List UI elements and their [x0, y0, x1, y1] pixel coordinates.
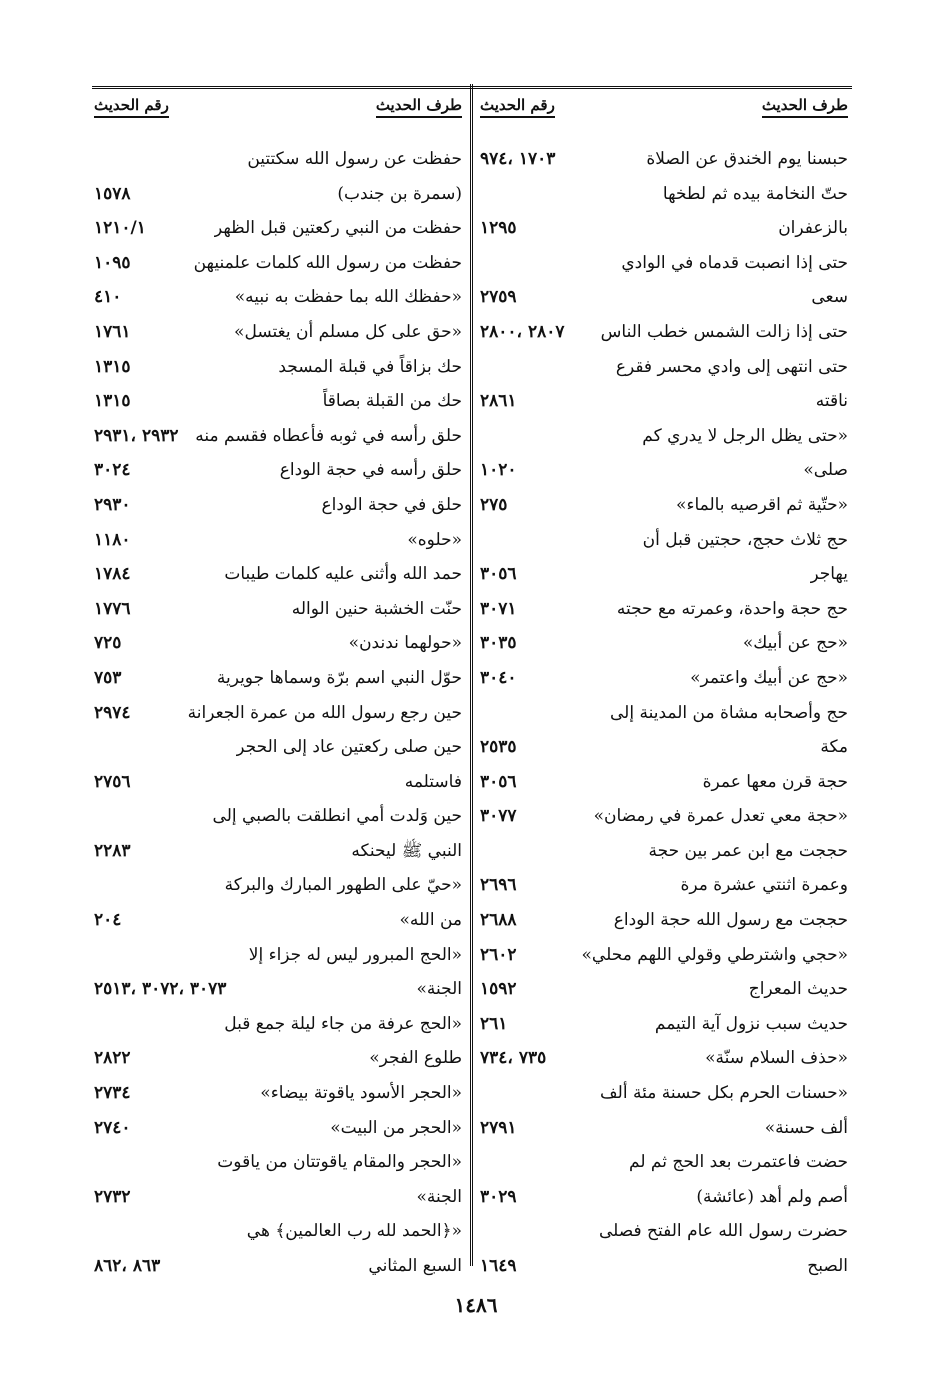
left-column-entries [94, 142, 462, 1284]
hadith-term: حين وَلدت أمي انطلقت بالصبي إلى [212, 806, 462, 827]
hadith-term: «حق على كل مسلم أن يغتسل» [234, 321, 462, 342]
hadith-term: حفظت عن رسول الله سكتتين [247, 149, 462, 169]
hadith-term: صلى» [803, 460, 848, 481]
hadith-term: «حولهما ندندن» [348, 633, 462, 654]
page-number: ١٤٨٦ [454, 1293, 498, 1317]
index-entry-line [480, 592, 848, 627]
index-entry-line [94, 765, 462, 800]
hadith-term: حتى انتهى إلى وادي محسر فقرع [615, 356, 848, 377]
hadith-term: يهاجر [810, 564, 848, 585]
left-column-header [94, 96, 462, 130]
hadith-term: حفظت من رسول الله كلمات علمنيهن [193, 252, 462, 273]
index-entry-line [94, 280, 462, 315]
index-entry-line [94, 696, 462, 731]
hadith-term: «حتى يظل الرجل لا يدري كم [642, 425, 848, 446]
hadith-term: حك بزاقاً في قبلة المسجد [278, 356, 462, 377]
hadith-term: ألف حسنة» [764, 1117, 848, 1138]
index-entry-line [94, 384, 462, 419]
hadith-number: ٢٧٥ [480, 494, 508, 515]
index-entry-line [480, 557, 848, 592]
hadith-term: «حج عن أبيك» [742, 633, 848, 654]
index-entry-line [480, 177, 848, 212]
hadith-number: ٣٠٢٩ [480, 1186, 517, 1207]
hadith-term: حمد الله وأثنى عليه كلمات طيبات [224, 564, 462, 585]
hadith-term: الجنة» [416, 979, 462, 1000]
hadith-term: حضت فاعتمرت بعد الحج ثم لم [629, 1152, 848, 1173]
hadith-number: ٢٩٣٢ ،٢٩٣١ [94, 425, 179, 446]
hadith-term: حبسنا يوم الخندق عن الصلاة [646, 149, 848, 169]
hadith-term: من الله» [399, 910, 462, 931]
hadith-number: ٧٥٣ [94, 667, 122, 688]
hadith-term: النبي ﷺ ليحنكه [351, 840, 462, 861]
index-entry-line [480, 280, 848, 315]
index-entry-line [94, 453, 462, 488]
hadith-term: «حيّ على الطهور المبارك والبركة [224, 875, 462, 896]
hadith-term: حوّل النبي اسم برّة وسماها جويرية [216, 667, 462, 688]
index-entry-line [94, 1249, 462, 1284]
hadith-number: ١٧٠٣ ،٩٧٤ [480, 149, 556, 169]
hadith-number: ٢٨٢٢ [94, 1048, 131, 1069]
hadith-number: ٢٢٨٣ [94, 840, 131, 861]
hadith-term: «حسنات الحرم بكل حسنة مئة ألف [600, 1083, 848, 1104]
hadith-term: «الحجر والمقام ياقوتتان من ياقوت [217, 1152, 462, 1173]
term-header: طرف الحديث [762, 96, 848, 118]
hadith-term: حج وأصحابه مشاة من المدينة إلى [610, 702, 848, 723]
index-entry-line [480, 938, 848, 973]
hadith-term: حلق رأسه في حجة الوداع [279, 460, 462, 481]
index-entry-line [480, 730, 848, 765]
hadith-number: ٣٠٥٦ [480, 771, 517, 792]
index-entry-line [94, 246, 462, 281]
index-entry-line [480, 626, 848, 661]
hadith-number: ١٦٤٩ [480, 1256, 517, 1276]
hadith-number: ١٢١٠/١ [94, 218, 146, 239]
hadith-number: ٢٧٩١ [480, 1117, 517, 1138]
index-entry-line [480, 419, 848, 454]
index-entry-line [94, 938, 462, 973]
index-entry-line [480, 868, 848, 903]
hadith-number: ١٠٩٥ [94, 252, 131, 273]
index-entry-line [480, 315, 848, 350]
index-entry-line [480, 1111, 848, 1146]
index-entry-line [480, 1041, 848, 1076]
hadith-term: «الحج المبرور ليس له جزاء إلا [248, 944, 462, 965]
index-entry-line [94, 1111, 462, 1146]
index-entry-line [480, 350, 848, 385]
index-entry-line [480, 799, 848, 834]
hadith-number: ٤١٠ [94, 287, 122, 308]
index-entry-line [94, 730, 462, 765]
hadith-number: ٣٠٧٣ ،٣٠٧٢ ،٢٥١٣ [94, 979, 227, 1000]
hadith-number: ٢٦١ [480, 1013, 508, 1034]
column-divider [470, 84, 473, 1266]
hadith-number: ٨٦٣ ،٨٦٢ [94, 1256, 161, 1276]
index-entry-line [94, 799, 462, 834]
hadith-number: ١٣١٥ [94, 356, 131, 377]
hadith-number: ١٥٧٨ [94, 183, 131, 204]
right-column-entries [480, 142, 848, 1284]
hadith-term: ناقته [815, 391, 848, 412]
hadith-term: حتى إذا زالت الشمس خطب الناس [600, 321, 848, 342]
hadith-number: ٢٩٣٠ [94, 494, 131, 515]
hadith-term: مكة [820, 737, 848, 758]
index-entry-line [94, 488, 462, 523]
hadith-term: حتّ النخامة بيده ثم لطخها [662, 183, 848, 204]
hadith-term: حج ثلاث حجج، حجتين قبل أن [642, 529, 848, 550]
hadith-term: «حذف السلام سنّة» [705, 1048, 848, 1069]
hadith-term: حك من القبلة بصاقاً [322, 391, 462, 412]
hadith-number: ٢٦٩٦ [480, 875, 517, 896]
hadith-term: حلق في حجة الوداع [321, 494, 462, 515]
hadith-term: «﴿الحمد لله رب العالمين﴾ هي [246, 1221, 462, 1242]
index-entry-line [94, 1076, 462, 1111]
index-entry-line [94, 972, 462, 1007]
index-entry-line [480, 246, 848, 281]
right-column-header [480, 96, 848, 130]
hadith-number: ٣٠٧٧ [480, 806, 517, 827]
index-entry-line [480, 142, 848, 177]
index-entry-line [480, 765, 848, 800]
index-entry-line [94, 350, 462, 385]
hadith-term: حديث المعراج [748, 979, 848, 1000]
hadith-number: ١٧٦١ [94, 321, 131, 342]
index-entry-line [480, 834, 848, 869]
hadith-number: ٢٩٧٤ [94, 702, 131, 723]
hadith-term: «حج عن أبيك واعتمر» [690, 667, 848, 688]
hadith-number: ٣٠٥٦ [480, 564, 517, 585]
hadith-term: حين رجع رسول الله من عمرة الجعرانة [187, 702, 462, 723]
index-entry-line [94, 315, 462, 350]
index-entry-line [480, 523, 848, 558]
index-entry-line [480, 488, 848, 523]
hadith-number: ١٧٨٤ [94, 564, 131, 585]
hadith-term: أصم ولم أهد (عائشة) [696, 1186, 848, 1207]
hadith-term: «حتّية ثم اقرصيه بالماء» [676, 494, 848, 515]
hadith-number: ٢٦٠٢ [480, 944, 517, 965]
index-entry-line [94, 592, 462, 627]
index-entry-line [94, 523, 462, 558]
hadith-term: حفظت من النبي ركعتين قبل الظهر [213, 218, 462, 239]
hadith-number: ٢٦٨٨ [480, 910, 517, 931]
hadith-number: ٢٧٥٦ [94, 771, 131, 792]
hadith-term: «حفظك الله بما حفظت به نبيه» [234, 287, 462, 308]
hadith-number: ١١٨٠ [94, 529, 131, 550]
right-column [480, 96, 848, 1284]
index-entry-line [480, 661, 848, 696]
index-entry-line [94, 1214, 462, 1249]
hadith-term: بالزعفران [778, 218, 848, 239]
index-entry-line [480, 696, 848, 731]
hadith-term: (سمرة بن جندب) [337, 183, 462, 204]
hadith-term: حديث سبب نزول آية التيمم [654, 1013, 848, 1034]
index-entry-line [480, 1145, 848, 1180]
hadith-number: ٣٠٤٠ [480, 667, 517, 688]
index-entry-line [480, 211, 848, 246]
index-entry-line [480, 384, 848, 419]
hadith-number: ٧٢٥ [94, 633, 122, 654]
index-entry-line [94, 1145, 462, 1180]
hadith-number: ١٥٩٢ [480, 979, 517, 1000]
index-entry-line [480, 1180, 848, 1215]
index-entry-line [94, 661, 462, 696]
hadith-term: «حجي واشترطي وقولي اللهم محلي» [581, 944, 848, 965]
hadith-term: حلق رأسه في ثوبه فأعطاه فقسم منه [195, 425, 462, 446]
index-entry-line [480, 1249, 848, 1284]
index-entry-line [94, 1180, 462, 1215]
hadith-number: ٧٣٥ ،٧٣٤ [480, 1048, 547, 1069]
hadith-term: طلوع الفجر» [369, 1048, 462, 1069]
hadith-term: حضرت رسول الله عام الفتح فصلى [598, 1221, 848, 1242]
index-entry-line [94, 177, 462, 212]
index-entry-line [480, 1214, 848, 1249]
hadith-term: «حجة معي تعدل عمرة في رمضان» [593, 806, 848, 827]
hadith-number: ٢٠٤ [94, 910, 122, 931]
hadith-number: ٣٠٢٤ [94, 460, 131, 481]
index-entry-line [94, 419, 462, 454]
number-header: رقم الحديث [94, 96, 169, 118]
hadith-term: «الحجر من البيت» [330, 1117, 462, 1138]
hadith-term: حتى إذا انصبت قدماه في الوادي [621, 252, 848, 273]
hadith-term: «حلوه» [407, 529, 462, 550]
hadith-term: وعمرة اثنتي عشرة مرة [680, 875, 848, 896]
number-header: رقم الحديث [480, 96, 555, 118]
hadith-term: «الحجر الأسود ياقوتة بيضاء» [260, 1083, 462, 1104]
hadith-term: حججت مع رسول الله حجة الوداع [613, 910, 848, 931]
index-entry-line [480, 903, 848, 938]
hadith-number: ١٣١٥ [94, 391, 131, 412]
hadith-term: الجنة» [416, 1186, 462, 1207]
term-header: طرف الحديث [376, 96, 462, 118]
hadith-number: ٢٥٣٥ [480, 737, 517, 758]
index-entry-line [94, 868, 462, 903]
hadith-term: «الحج عرفة من جاء ليلة جمع قبل [224, 1013, 462, 1034]
index-entry-line [94, 142, 462, 177]
index-entry-line [94, 626, 462, 661]
index-entry-line [94, 557, 462, 592]
index-entry-line [94, 1007, 462, 1042]
hadith-number: ٣٠٣٥ [480, 633, 517, 654]
hadith-term: حج حجة واحدة، وعمرته مع حجته [616, 598, 848, 619]
hadith-term: حين صلى ركعتين عاد إلى الحجر [236, 737, 462, 758]
hadith-number: ٢٧٤٠ [94, 1117, 131, 1138]
hadith-term: السبع المثاني [368, 1256, 462, 1276]
index-entry-line [480, 1076, 848, 1111]
hadith-number: ٣٠٧١ [480, 598, 517, 619]
index-entry-line [480, 453, 848, 488]
hadith-number: ٢٧٣٤ [94, 1083, 131, 1104]
hadith-number: ٢٨٦١ [480, 391, 517, 412]
hadith-term: سعى [811, 287, 848, 308]
index-entry-line [94, 903, 462, 938]
hadith-term: حجة قرن معها عمرة [702, 771, 848, 792]
index-entry-line [94, 1041, 462, 1076]
index-entry-line [94, 211, 462, 246]
hadith-number: ٢٨٠٧ ،٢٨٠٠ [480, 321, 565, 342]
hadith-number: ٢٧٥٩ [480, 287, 517, 308]
hadith-term: حنّت الخشبة حنين الواله [291, 598, 462, 619]
hadith-term: حججت مع ابن عمر بين حجة [648, 840, 848, 861]
hadith-number: ٢٧٣٢ [94, 1186, 131, 1207]
index-entry-line [480, 972, 848, 1007]
left-column [94, 96, 462, 1284]
hadith-term: فاستلمه [404, 771, 462, 792]
hadith-term: الصبح [807, 1256, 848, 1276]
hadith-number: ١٢٩٥ [480, 218, 517, 239]
index-entry-line [94, 834, 462, 869]
hadith-number: ١٧٧٦ [94, 598, 131, 619]
index-entry-line [480, 1007, 848, 1042]
hadith-number: ١٠٢٠ [480, 460, 517, 481]
